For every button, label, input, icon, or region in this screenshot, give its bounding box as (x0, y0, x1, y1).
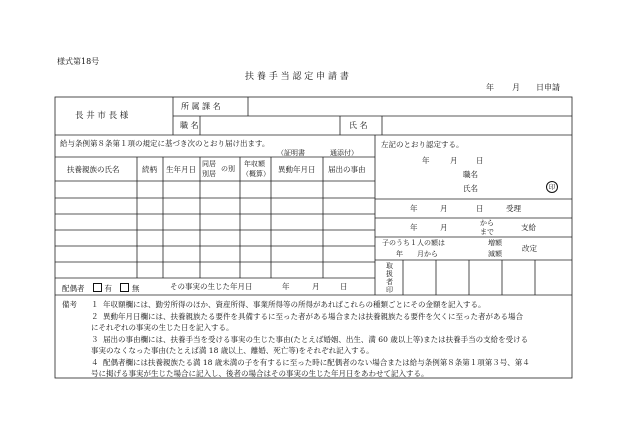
payment-month-label: 月 (440, 223, 448, 232)
note-3-line-2: 事実のなくなった事由(たとえば満 18 歳以上、離婚、死亡等)をそれぞれ記入する。 (91, 346, 374, 355)
form-title: 扶 養 手 当 認 定 申 請 書 (245, 72, 349, 82)
cert-day-label: 日 (476, 156, 484, 165)
form-number: 様式第18号 (57, 57, 100, 66)
col-cohabit-bottom: 別居 (202, 170, 216, 178)
spouse-row (62, 283, 140, 293)
spouse-month-label: 月 (312, 282, 320, 291)
intro-text: 給与条例第８条第１項の規定に基づき次のとおり届け出ます。 (60, 139, 270, 148)
apply-day-label: 日申請 (536, 83, 560, 92)
payment-to-label: まで (480, 228, 494, 236)
handler-char-1: 取 (386, 262, 393, 270)
spouse-yes-label: 有 (104, 284, 112, 293)
apply-month-label: 月 (512, 83, 520, 92)
received-year-label: 年 (410, 204, 418, 213)
dept-field[interactable] (249, 98, 571, 115)
position-field[interactable] (201, 117, 339, 134)
spouse-no-checkbox[interactable] (120, 283, 129, 292)
proof-count-label: 通添付） (330, 149, 358, 157)
seal-mark-icon: 印 (546, 181, 558, 193)
handler-char-4: 印 (386, 286, 393, 294)
note-4-line-2: 号に掲げる事実が生じた場合に記入し、後者の場合はその事実の生じた年月日をあわせて記入する。 (91, 369, 429, 378)
certifier-name-label: 氏名 (463, 184, 478, 193)
col-reason: 届出の事由 (328, 165, 366, 174)
certify-text: 左記のとおり認定する。 (381, 140, 464, 149)
certifier-position-label: 職名 (463, 170, 478, 179)
dept-label: 所 属 課 名 (181, 102, 221, 111)
note-1-line-1: 年収額欄には、勤労所得のほか、資産所得、事業所得等の所得があればこれらの種類ごとにその金額を記入する。 (103, 300, 486, 309)
child-from-label: 年 月から (396, 250, 438, 258)
child-amount-label: 子のうち１人の額は (382, 239, 445, 247)
payment-label: 支給 (521, 223, 536, 232)
col-income-top: 年収額 (244, 160, 265, 168)
note-1-number: １ (91, 300, 99, 309)
apply-year-label: 年 (486, 83, 494, 92)
col-dependent-name: 扶養親族の氏名 (67, 165, 120, 174)
spouse-day-label: 日 (340, 282, 348, 291)
col-income-bottom: （概算） (242, 170, 270, 178)
note-2-line-1: 異動年月日欄には、扶養親族たる要件を具備するに至った者がある場合または扶養親族たる要件を欠くに至った者がある場合 (103, 312, 523, 321)
spouse-year-label: 年 (282, 282, 290, 291)
note-2-number: ２ (91, 312, 99, 321)
col-cohabit-suffix: の別 (221, 165, 235, 173)
handler-char-3: 者 (386, 278, 393, 286)
received-day-label: 日 (476, 204, 484, 213)
cert-month-label: 月 (450, 156, 458, 165)
cert-year-label: 年 (422, 156, 430, 165)
payment-from-label: から (480, 219, 494, 227)
received-label: 受理 (506, 204, 521, 213)
note-4-line-1: 配偶者欄には扶養親族たる満 18 歳未満の子を有するに至った時に配偶者のない場合または給与条例第８条第１項第３号、第４ (103, 358, 530, 367)
note-3-line-1: 届出の事由欄には、扶養手当を受ける事実の生じた事由(たとえば婚姻、出生、満 60 歳以上等)または扶養手当の支給を受ける (103, 335, 529, 344)
note-4-number: ４ (91, 358, 99, 367)
child-decrease-label: 減額 (488, 250, 502, 258)
child-increase-label: 増額 (488, 239, 502, 247)
name-field[interactable] (383, 117, 571, 134)
handler-char-2: 扱 (386, 270, 393, 278)
addressee: 長 井 市 長 様 (75, 111, 129, 121)
spouse-no-label: 無 (132, 284, 140, 293)
note-3-number: ３ (91, 335, 99, 344)
col-change-date: 異動年月日 (278, 165, 316, 174)
col-birth-date: 生年月日 (166, 165, 196, 174)
name-label: 氏 名 (349, 121, 368, 130)
proof-label: （証明書 (277, 149, 305, 157)
spouse-label: 配偶者 (62, 284, 85, 293)
note-2-line-2: にそれぞれの事実の生じた日を記入する。 (91, 323, 234, 332)
col-cohabit-top: 同居 (202, 160, 216, 168)
col-relation: 続柄 (142, 165, 157, 174)
notes-lead: 備考 (62, 300, 77, 309)
spouse-event-label: その事実の生じた年月日 (170, 282, 253, 291)
position-label: 職 名 (180, 121, 199, 130)
child-revise-label: 改定 (522, 244, 537, 253)
received-month-label: 月 (440, 204, 448, 213)
spouse-yes-checkbox[interactable] (93, 283, 102, 292)
payment-year-label: 年 (410, 223, 418, 232)
